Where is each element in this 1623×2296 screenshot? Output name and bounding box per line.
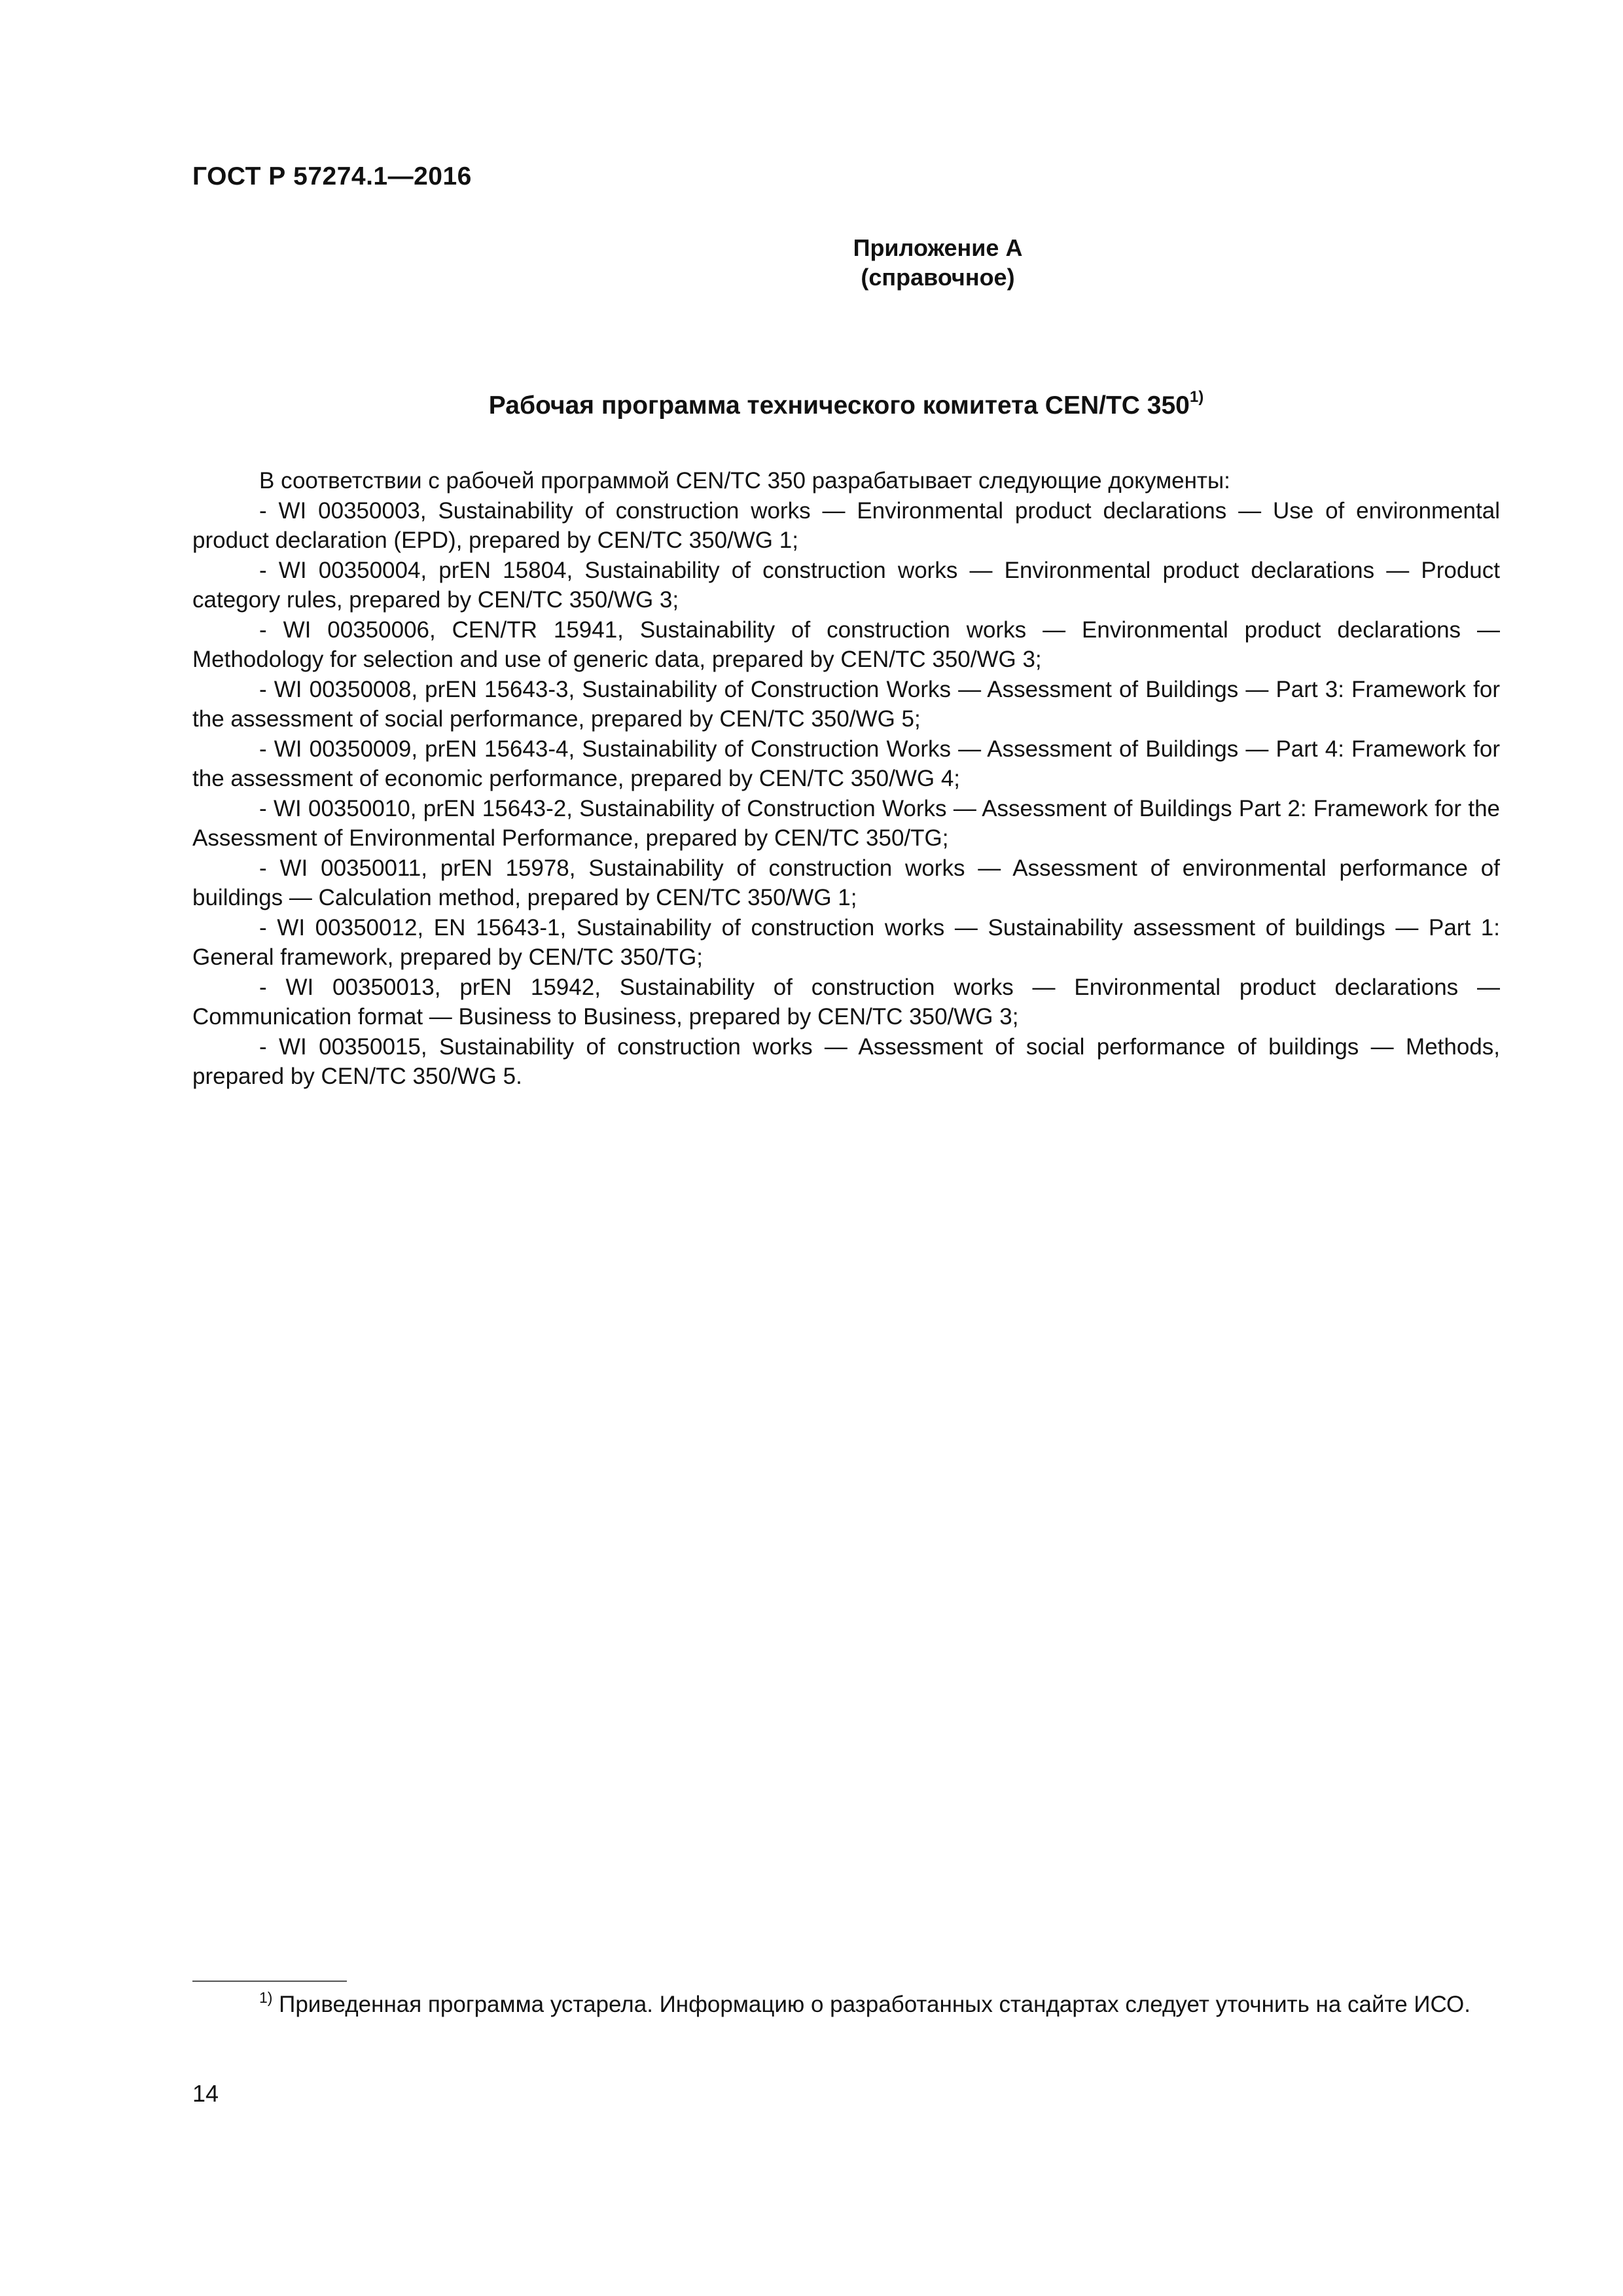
work-item: - WI 00350010, prEN 15643-2, Sustainability of Construction Works — Assessment of Buildings Part 2: Framework for the Assessment of Environmental Performance, prepared by CEN/TC 350/TG; [192, 795, 1500, 851]
work-item: - WI 00350008, prEN 15643-3, Sustainability of Construction Works — Assessment of Buildings — Part 3: Framework for the assessment of social performance, prepared by CEN/TC 350/WG 5; [192, 676, 1500, 732]
work-item: - WI 00350003, Sustainability of construction works — Environmental product declarations — Use of environmental product declaration (EPD), prepared by CEN/TC 350/WG 1; [192, 497, 1500, 553]
annex-type: (справочное) [861, 264, 1015, 291]
work-item: - WI 00350004, prEN 15804, Sustainability of construction works — Environmental product declarations — Product category rules, prepared by CEN/TC 350/WG 3; [192, 557, 1500, 613]
section-title-footnote-mark: 1) [1189, 388, 1204, 406]
document-body [192, 466, 1500, 1092]
footnote-text: Приведенная программа устарела. Информацию о разработанных стандартах следует уточнить на сайте ИСО. [272, 1992, 1471, 2017]
footnote-mark: 1) [259, 1989, 273, 2006]
work-item: - WI 00350011, prEN 15978, Sustainability of construction works — Assessment of environmental performance of buildings — Calculation method, prepared by CEN/TC 350/WG 1; [192, 855, 1500, 910]
section-title-text: Рабочая программа технического комитета CEN/TC 350 [488, 391, 1190, 420]
section-title [192, 388, 1500, 420]
footnote-paragraph [192, 1990, 1500, 2020]
document-code: ГОСТ Р 57274.1—2016 [192, 162, 472, 190]
intro-paragraph: В соответствии с рабочей программой CEN/TC 350 разрабатывает следующие документы: [259, 468, 1230, 493]
footnote-divider [192, 1981, 347, 1982]
annex-title: Приложение А [853, 234, 1023, 261]
work-item: - WI 00350013, prEN 15942, Sustainability of construction works — Environmental product declarations — Communication format — Business to Business, prepared by CEN/TC 350/WG 3; [192, 974, 1500, 1030]
footnote [192, 1990, 1500, 2020]
work-item: - WI 00350006, CEN/TR 15941, Sustainability of construction works — Environmental product declarations — Methodology for selection and use of generic data, prepared by CEN/TC 350/WG 3; [192, 617, 1500, 672]
work-item: - WI 00350009, prEN 15643-4, Sustainability of Construction Works — Assessment of Buildings — Part 4: Framework for the assessment of economic performance, prepared by CEN/TC 350/WG 4; [192, 736, 1500, 791]
work-item: - WI 00350012, EN 15643-1, Sustainability of construction works — Sustainability assessment of buildings — Part 1: General framework, prepared by CEN/TC 350/TG; [192, 914, 1500, 970]
work-item: - WI 00350015, Sustainability of construction works — Assessment of social performance of buildings — Methods, prepared by CEN/TC 350/WG 5. [192, 1033, 1500, 1089]
annex-heading [192, 233, 1500, 292]
page-number: 14 [192, 2080, 219, 2107]
